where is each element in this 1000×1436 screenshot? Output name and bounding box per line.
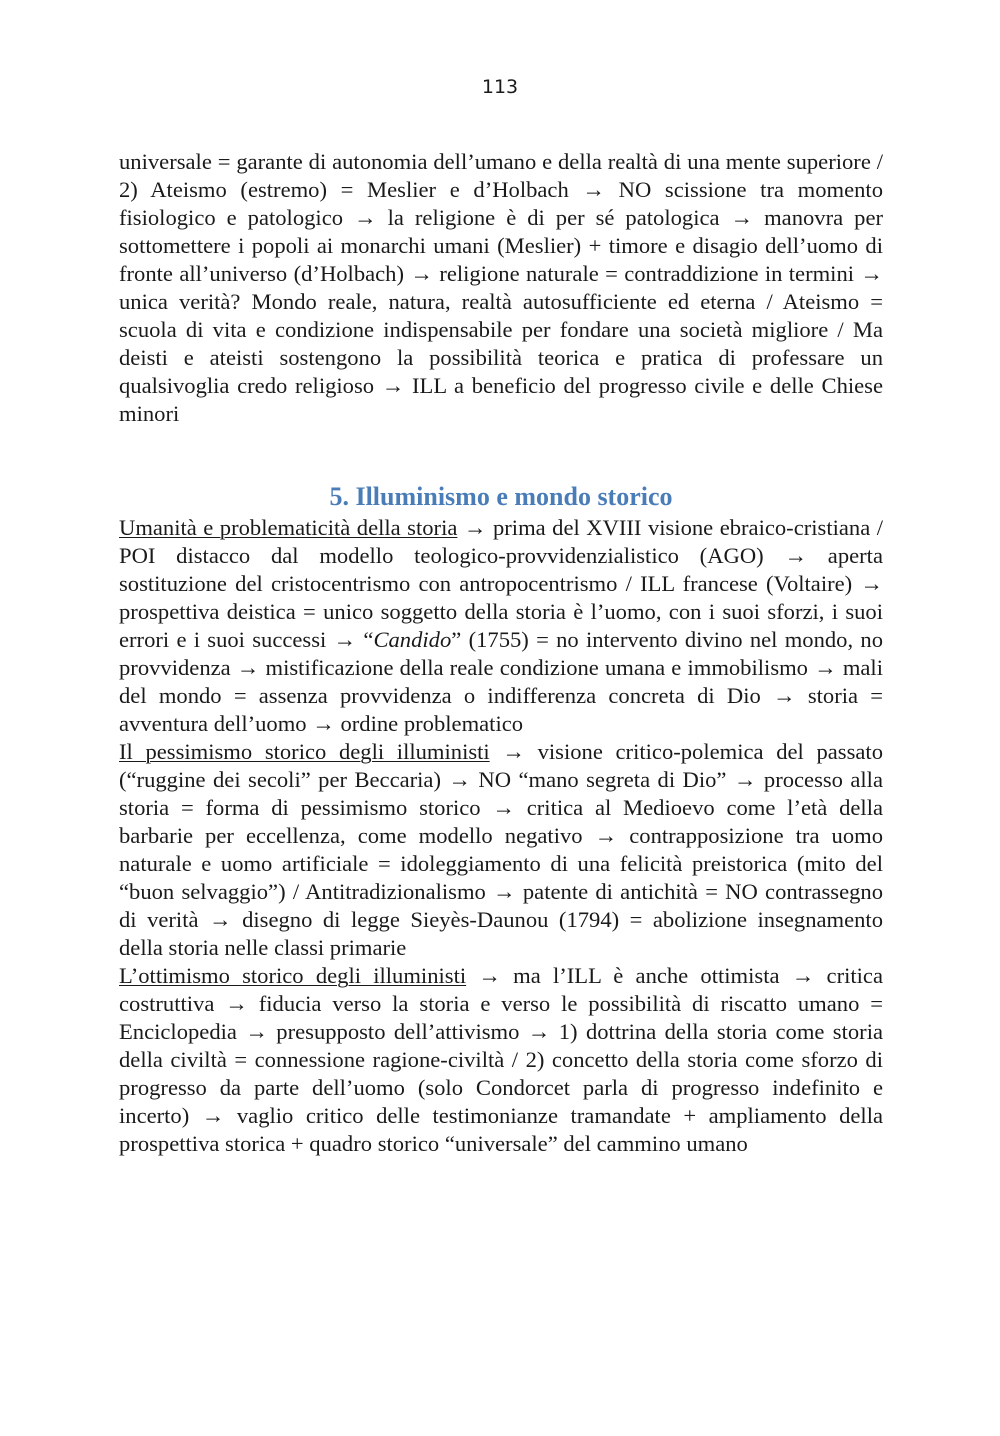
paragraph-text: → prima del XVIII visione ebraico-cristiana / POI distacco dal modello teologico-provvidenzialistico (AGO) → aperta sostituzione del cristocentrismo con antropocentrismo / ILL francese (Voltaire) → prospettiva deistica = unico soggetto della storia è l’uomo, con i suoi sforzi, i suoi errori e i suoi successi → “ <box>119 515 884 652</box>
page-content <box>119 148 883 1158</box>
paragraph-heading: L’ottimismo storico degli illuministi <box>119 963 467 988</box>
paragraph-umanita <box>119 514 883 738</box>
intro-paragraph: universale = garante di autonomia dell’umano e della realtà di una mente superiore / 2) Ateismo (estremo) = Meslier e d’Holbach → NO scissione tra momento fisiologico e patologico → la religione è di per sé patologica → manovra per sottomettere i popoli ai monarchi umani (Meslier) + timore e disagio dell’uomo di fronte all’universo (d’Holbach) → religione naturale = contraddizione in termini → unica verità? Mondo reale, natura, realtà autosufficiente ed eterna / Ateismo = scuola di vita e condizione indispensabile per fondare una società migliore / Ma deisti e ateisti sostengono la possibilità teorica e pratica di professare un qualsivoglia credo religioso → ILL a beneficio del progresso civile e delle Chiese minori <box>119 149 883 426</box>
section-title: 5. Illuminismo e mondo storico <box>329 482 673 511</box>
paragraph-heading: Umanità e problematicità della storia <box>119 515 458 540</box>
paragraph-text: ” (1755) = no intervento divino nel mondo, no provvidenza → mistificazione della reale condizione umana e immobilismo → mali del mondo = assenza provvidenza o indifferenza concreta di Dio → storia = avventura dell’uomo → ordine problematico <box>119 627 883 736</box>
paragraph-pessimismo <box>119 738 883 962</box>
paragraph-heading: Il pessimismo storico degli illuministi <box>119 739 490 764</box>
italic-title: Candido <box>373 627 452 652</box>
paragraph-text: → ma l’ILL è anche ottimista → critica costruttiva → fiducia verso la storia e verso le possibilità di riscatto umano = Enciclopedia → presupposto dell’attivismo → 1) dottrina della storia come storia della civiltà = connessione ragione-civiltà / 2) concetto della storia come sforzo di progresso da parte dell’uomo (solo Condorcet parla di progresso indefinito e incerto) → vaglio critico delle testimonianze tramandate + ampliamento della prospettiva storica + quadro storico “universale” del cammino umano <box>119 963 883 1156</box>
page-number: 113 <box>481 76 519 98</box>
paragraph-ottimismo <box>119 962 883 1158</box>
paragraph-text: → visione critico-polemica del passato (“ruggine dei secoli” per Beccaria) → NO “mano segreta di Dio” → processo alla storia = forma di pessimismo storico → critica al Medioevo come l’età della barbarie per eccellenza, come modello negativo → contrapposizione tra uomo naturale e uomo artificiale = idoleggiamento di una felicità preistorica (mito del “buon selvaggio”) / Antitradizionalismo → patente di antichità = NO contrassegno di verità → disegno di legge Sieyès-Daunou (1794) = abolizione insegnamento della storia nelle classi primarie <box>119 739 883 960</box>
